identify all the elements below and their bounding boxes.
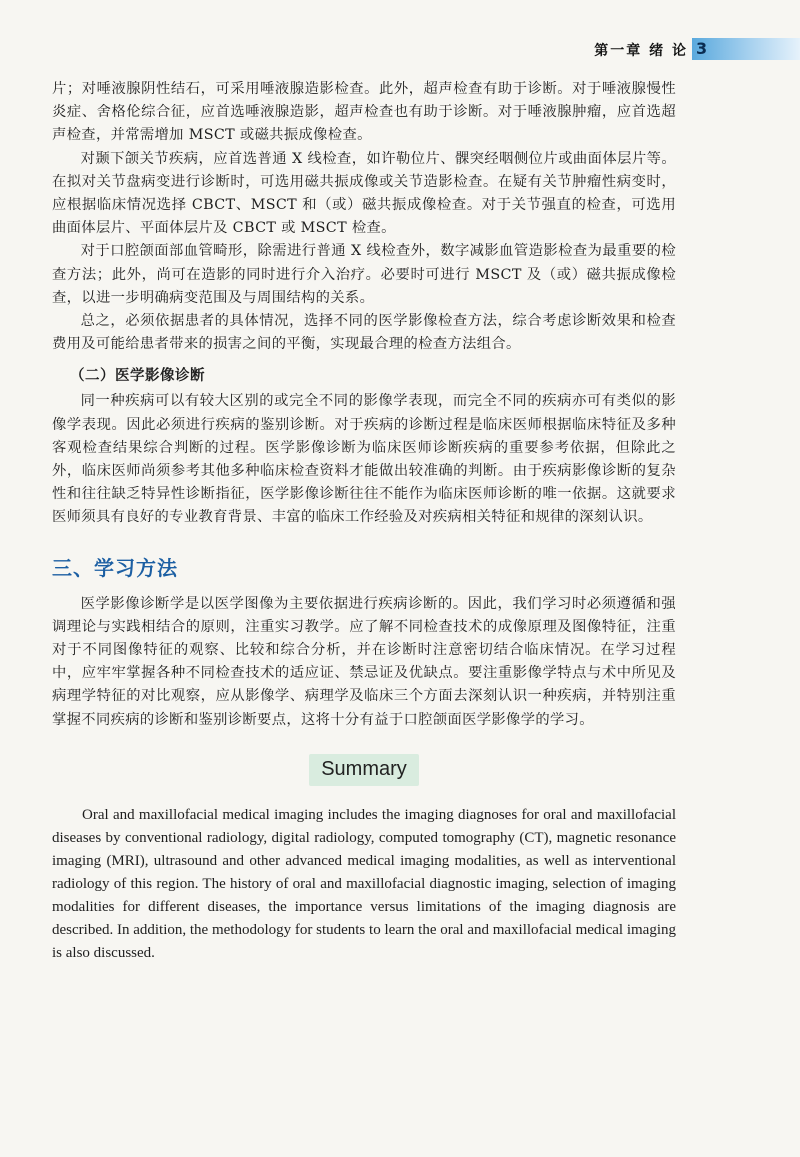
paragraph-diagnosis: 同一种疾病可以有较大区别的或完全不同的影像学表现，而完全不同的疾病亦可有类似的影像学表现。因此必须进行疾病的鉴别诊断。对于疾病的诊断过程是临床医师根据临床特征及多种客观检查结果综合判断的过程。医学影像诊断为临床医师诊断疾病的重要参考依据，但除此之外，临床医师尚须参考其他多种临床检查资料才能做出较准确的判断。由于疾病影像诊断的复杂性和往往缺乏特异性诊断指征，医学影像诊断往往不能作为临床医师诊断的唯一依据。这就要求医师须具有良好的专业教育背景、丰富的临床工作经验及对疾病相关特征和规律的深刻认识。 [52, 393, 676, 526]
page-number-tab [692, 38, 800, 60]
subheading-imaging-diagnosis: （二）医学影像诊断 [70, 368, 205, 385]
summary-paragraph: Oral and maxillofacial medical imaging includes the imaging diagnoses for oral and maxillofacial diseases by conventional radiology, digital radiology, computed tomography (CT), magnetic resonance imaging (MRI), ultrasound and other advanced medical imaging modalities, as well as interventional radiology of this region. The history of oral and maxillofacial diagnostic imaging, selection of imaging modalities for different diseases, the importance versus limitations of the imaging diagnosis are described. In addition, the methodology for students to learn the oral and maxillofacial medical imaging is also discussed. [52, 806, 676, 961]
chapter-title: 第一章 绪 论 [594, 43, 688, 59]
paragraph-tmj: 对颞下颌关节疾病，应首选普通 X 线检查，如许勒位片、髁突经咽侧位片或曲面体层片等。在拟对关节盘病变进行诊断时，可选用磁共振成像或关节造影检查。在疑有关节肿瘤性病变时，应根据临床情况选择 CBCT、MSCT 和（或）磁共振成像检查。对于关节强直的检查，可选用曲面体层片、平面体层片及 CBCT 或 MSCT 检查。 [52, 150, 676, 237]
section-title-learning-method: 三、学习方法 [52, 555, 178, 580]
summary-heading-wrap [52, 754, 676, 786]
paragraph-salivary: 片；对唾液腺阴性结石，可采用唾液腺造影检查。此外，超声检查有助于诊断。对于唾液腺慢性炎症、舍格伦综合征，应首选唾液腺造影，超声检查也有助于诊断。对于唾液腺肿瘤，应首选超声检查，并常需增加 MSCT 或磁共振成像检查。 [52, 81, 676, 144]
summary-heading: Summary [309, 754, 419, 786]
page-number: 3 [696, 39, 708, 58]
page-content [52, 78, 676, 965]
page-header [0, 38, 800, 60]
paragraph-learning-method: 医学影像诊断学是以医学图像为主要依据进行疾病诊断的。因此，我们学习时必须遵循和强调理论与实践相结合的原则，注重实习教学。应了解不同检查技术的成像原理及图像特征，注重对于不同图像特征的观察、比较和综合分析，并在诊断时注意密切结合临床情况。在学习过程中，应牢牢掌握各种不同检查技术的适应证、禁忌证及优缺点。要注重影像学特点与术中所见及病理学特征的对比观察，应从影像学、病理学及临床三个方面去深刻认识一种疾病，并特别注重掌握不同疾病的诊断和鉴别诊断要点，这将十分有益于口腔颌面医学影像学的学习。 [52, 595, 676, 728]
paragraph-vascular: 对于口腔颌面部血管畸形，除需进行普通 X 线检查外，数字减影血管造影检查为最重要的检查方法；此外，尚可在造影的同时进行介入治疗。必要时可进行 MSCT 及（或）磁共振成像检查，以进一步明确病变范围及与周围结构的关系。 [52, 243, 676, 306]
paragraph-summary-cn: 总之，必须依据患者的具体情况，选择不同的医学影像检查方法，综合考虑诊断效果和检查费用及可能给患者带来的损害之间的平衡，实现最合理的检查方法组合。 [52, 313, 676, 353]
